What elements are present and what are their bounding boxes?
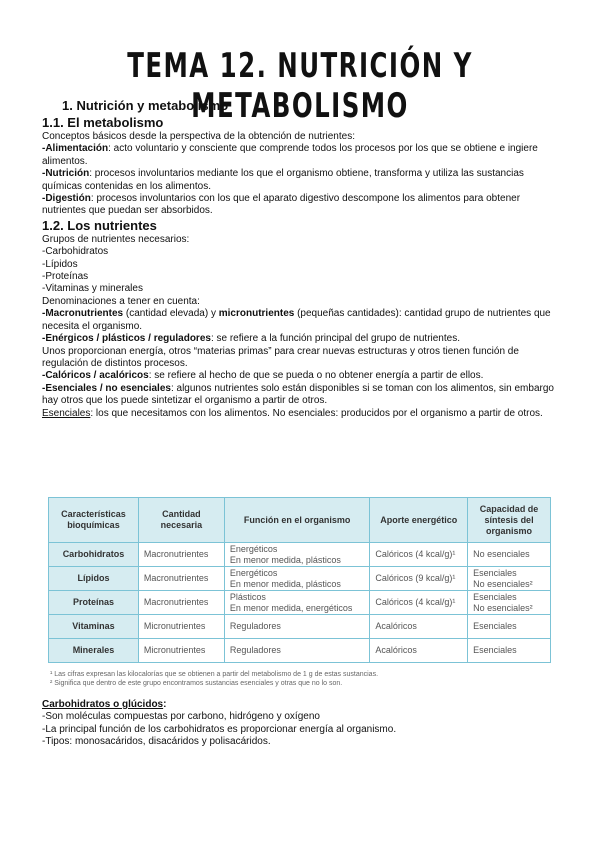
table-row-header <box>49 591 139 615</box>
table-cell <box>138 543 224 567</box>
denominaciones-text: Denominaciones a tener en cuenta: <box>42 295 200 307</box>
group-item: -Lípidos <box>42 258 78 270</box>
cell-line: Energéticos <box>229 568 278 578</box>
table-row <box>49 639 551 663</box>
cell-line: Calóricos (9 kcal/g)¹ <box>375 573 456 584</box>
table-cell <box>370 591 468 615</box>
text: : se refiere a la función principal del grupo de nutrientes. <box>210 333 460 345</box>
table-header-row <box>49 498 551 543</box>
carbs-heading-colon: : <box>163 699 167 710</box>
cell-line: Reguladores <box>229 621 281 632</box>
nutrients-table <box>48 497 551 663</box>
carbs-line: -La principal función de los carbohidratos es proporcionar energía al organismo. <box>42 723 397 735</box>
main-content <box>42 98 562 420</box>
cell-line: No esenciales² <box>473 578 533 589</box>
table-cell <box>224 615 370 639</box>
cell-line: Carbohidratos <box>62 549 125 560</box>
table-notes <box>50 670 378 688</box>
table-cell <box>468 591 551 615</box>
section-heading-1-1: 1.1. El metabolismo <box>42 115 164 130</box>
table-header: Características bioquímicas <box>49 498 139 543</box>
table-cell <box>138 591 224 615</box>
cell-line: Esenciales <box>473 621 517 632</box>
table-header: Función en el organismo <box>224 498 370 543</box>
table-cell <box>224 567 370 591</box>
table-cell <box>224 543 370 567</box>
cell-line: Esenciales <box>473 645 517 656</box>
table-header: Cantidad necesaria <box>138 498 224 543</box>
text: : los que necesitamos con los alimentos. No esenciales: producidos por el organismo a partir de otros. <box>90 407 543 419</box>
def-term: -Nutrición <box>42 168 90 180</box>
cell-line: Esenciales <box>473 592 517 602</box>
term: micronutrientes <box>218 308 295 320</box>
cell-line: Esenciales <box>473 568 517 578</box>
carbs-heading-text: Carbohidratos o glúcidos <box>42 699 164 710</box>
table-cell <box>370 615 468 639</box>
page-title: TEMA 12. NUTRICIÓN Y METABOLISMO <box>127 46 473 126</box>
table-note: ¹ Las cifras expresan las kilocalorías que se obtienen a partir del metabolismo de 1 g de estas sustancias. <box>50 671 379 678</box>
cell-line: Reguladores <box>229 645 281 656</box>
table-cell <box>370 639 468 663</box>
esenciales2-text <box>42 408 562 420</box>
term: -Calóricos / acalóricos <box>42 370 149 382</box>
table-cell <box>138 615 224 639</box>
cell-line: No esenciales <box>473 549 530 560</box>
cell-line: Acalóricos <box>375 645 417 656</box>
def-digestion <box>42 193 562 218</box>
carbs-heading <box>42 699 562 711</box>
section-heading-1-2: 1.2. Los nutrientes <box>42 217 157 233</box>
def-text: : procesos involuntarios con los que el aparato digestivo descompone los alimentos para obtener nutrientes que puedan ser absorbidos. <box>42 193 521 217</box>
def-term: -Digestión <box>42 193 91 205</box>
cell-line: Micronutrientes <box>143 621 206 632</box>
cell-line: Minerales <box>72 645 115 656</box>
cell-line: En menor medida, plásticos <box>229 554 341 565</box>
table-row-header <box>49 615 139 639</box>
table-cell <box>468 543 551 567</box>
cell-line: Proteínas <box>72 597 114 608</box>
cell-line: Macronutrientes <box>143 573 209 584</box>
table-cell <box>370 543 468 567</box>
text: : algunos nutrientes solo están disponibles si se toman con los alimentos, sin embargo hay otros que los puede sintetizar el organismo a partir de otros. <box>42 382 554 407</box>
term: -Macronutrientes <box>42 308 124 320</box>
table-header: Capacidad de síntesis del organismo <box>468 498 551 543</box>
intro-text: Conceptos básicos desde la perspectiva de la obtención de nutrientes: <box>42 131 355 142</box>
carbohydrates-section <box>42 699 562 749</box>
caloricos-text <box>42 370 562 382</box>
macro-text <box>42 308 562 333</box>
energeticos-text <box>42 333 562 345</box>
unos-text: Unos proporcionan energía, otros “materias primas” para crear nuevas estructuras y otros tienen función de regulación de distintos procesos. <box>42 345 519 369</box>
table-cell <box>224 591 370 615</box>
table-cell <box>468 639 551 663</box>
cell-line: Energéticos <box>229 544 278 554</box>
def-text: : acto voluntario y consciente que comprende todos los procesos por los que se obtiene e ingiere alimentos. <box>42 143 538 167</box>
def-alimentacion <box>42 143 562 168</box>
table-note: ² Significa que dentro de este grupo encontramos sustancias esenciales y otras que no lo son. <box>50 680 343 687</box>
table-row <box>49 543 551 567</box>
table-row <box>49 567 551 591</box>
table-cell <box>138 567 224 591</box>
def-nutricion <box>42 168 562 193</box>
cell-line: Calóricos (4 kcal/g)¹ <box>375 549 456 560</box>
cell-line: En menor medida, plásticos <box>229 578 341 589</box>
table-row <box>49 615 551 639</box>
def-term: -Alimentación <box>42 143 109 155</box>
section-heading-1: 1. Nutrición y metabolismo <box>62 98 229 113</box>
carbs-line: -Tipos: monosacáridos, disacáridos y polisacáridos. <box>42 736 271 748</box>
cell-line: Macronutrientes <box>143 549 209 560</box>
cell-line: Calóricos (4 kcal/g)¹ <box>375 597 456 608</box>
table-cell <box>468 615 551 639</box>
groups-intro: Grupos de nutrientes necesarios: <box>42 233 190 245</box>
table-row-header <box>49 543 139 567</box>
group-item: -Carbohidratos <box>42 246 109 258</box>
group-item: -Vitaminas y minerales <box>42 283 143 295</box>
cell-line: Acalóricos <box>375 621 417 632</box>
term: -Enérgicos / plásticos / reguladores <box>42 333 211 345</box>
cell-line: Plásticos <box>229 592 266 602</box>
text: (cantidad elevada) y <box>123 308 219 320</box>
text: : se refiere al hecho de que se pueda o no obtener energía a partir de ellos. <box>148 370 484 382</box>
table-row <box>49 591 551 615</box>
cell-line: Macronutrientes <box>143 597 209 608</box>
group-item: -Proteínas <box>42 271 89 283</box>
cell-line: No esenciales² <box>473 602 533 613</box>
table-row-header <box>49 639 139 663</box>
table-header: Aporte energético <box>370 498 468 543</box>
cell-line: Lípidos <box>77 573 110 584</box>
def-text: : procesos involuntarios mediante los que el organismo obtiene, transforma y utiliza las sustancias químicas contenidas en los alimentos. <box>42 168 524 192</box>
table-cell <box>468 567 551 591</box>
cell-line: Vitaminas <box>72 621 115 632</box>
table-row-header <box>49 567 139 591</box>
table-cell <box>224 639 370 663</box>
esenciales-text <box>42 383 562 408</box>
text: (pequeñas cantidades): cantidad grupo de nutrientes que necesita el organismo. <box>42 308 551 332</box>
carbs-line: -Son moléculas compuestas por carbono, hidrógeno y oxígeno <box>42 711 320 723</box>
term: Esenciales <box>42 407 91 419</box>
table-cell <box>138 639 224 663</box>
term: -Esenciales / no esenciales <box>42 382 171 394</box>
table-cell <box>370 567 468 591</box>
cell-line: Micronutrientes <box>143 645 206 656</box>
cell-line: En menor medida, energéticos <box>229 602 353 613</box>
